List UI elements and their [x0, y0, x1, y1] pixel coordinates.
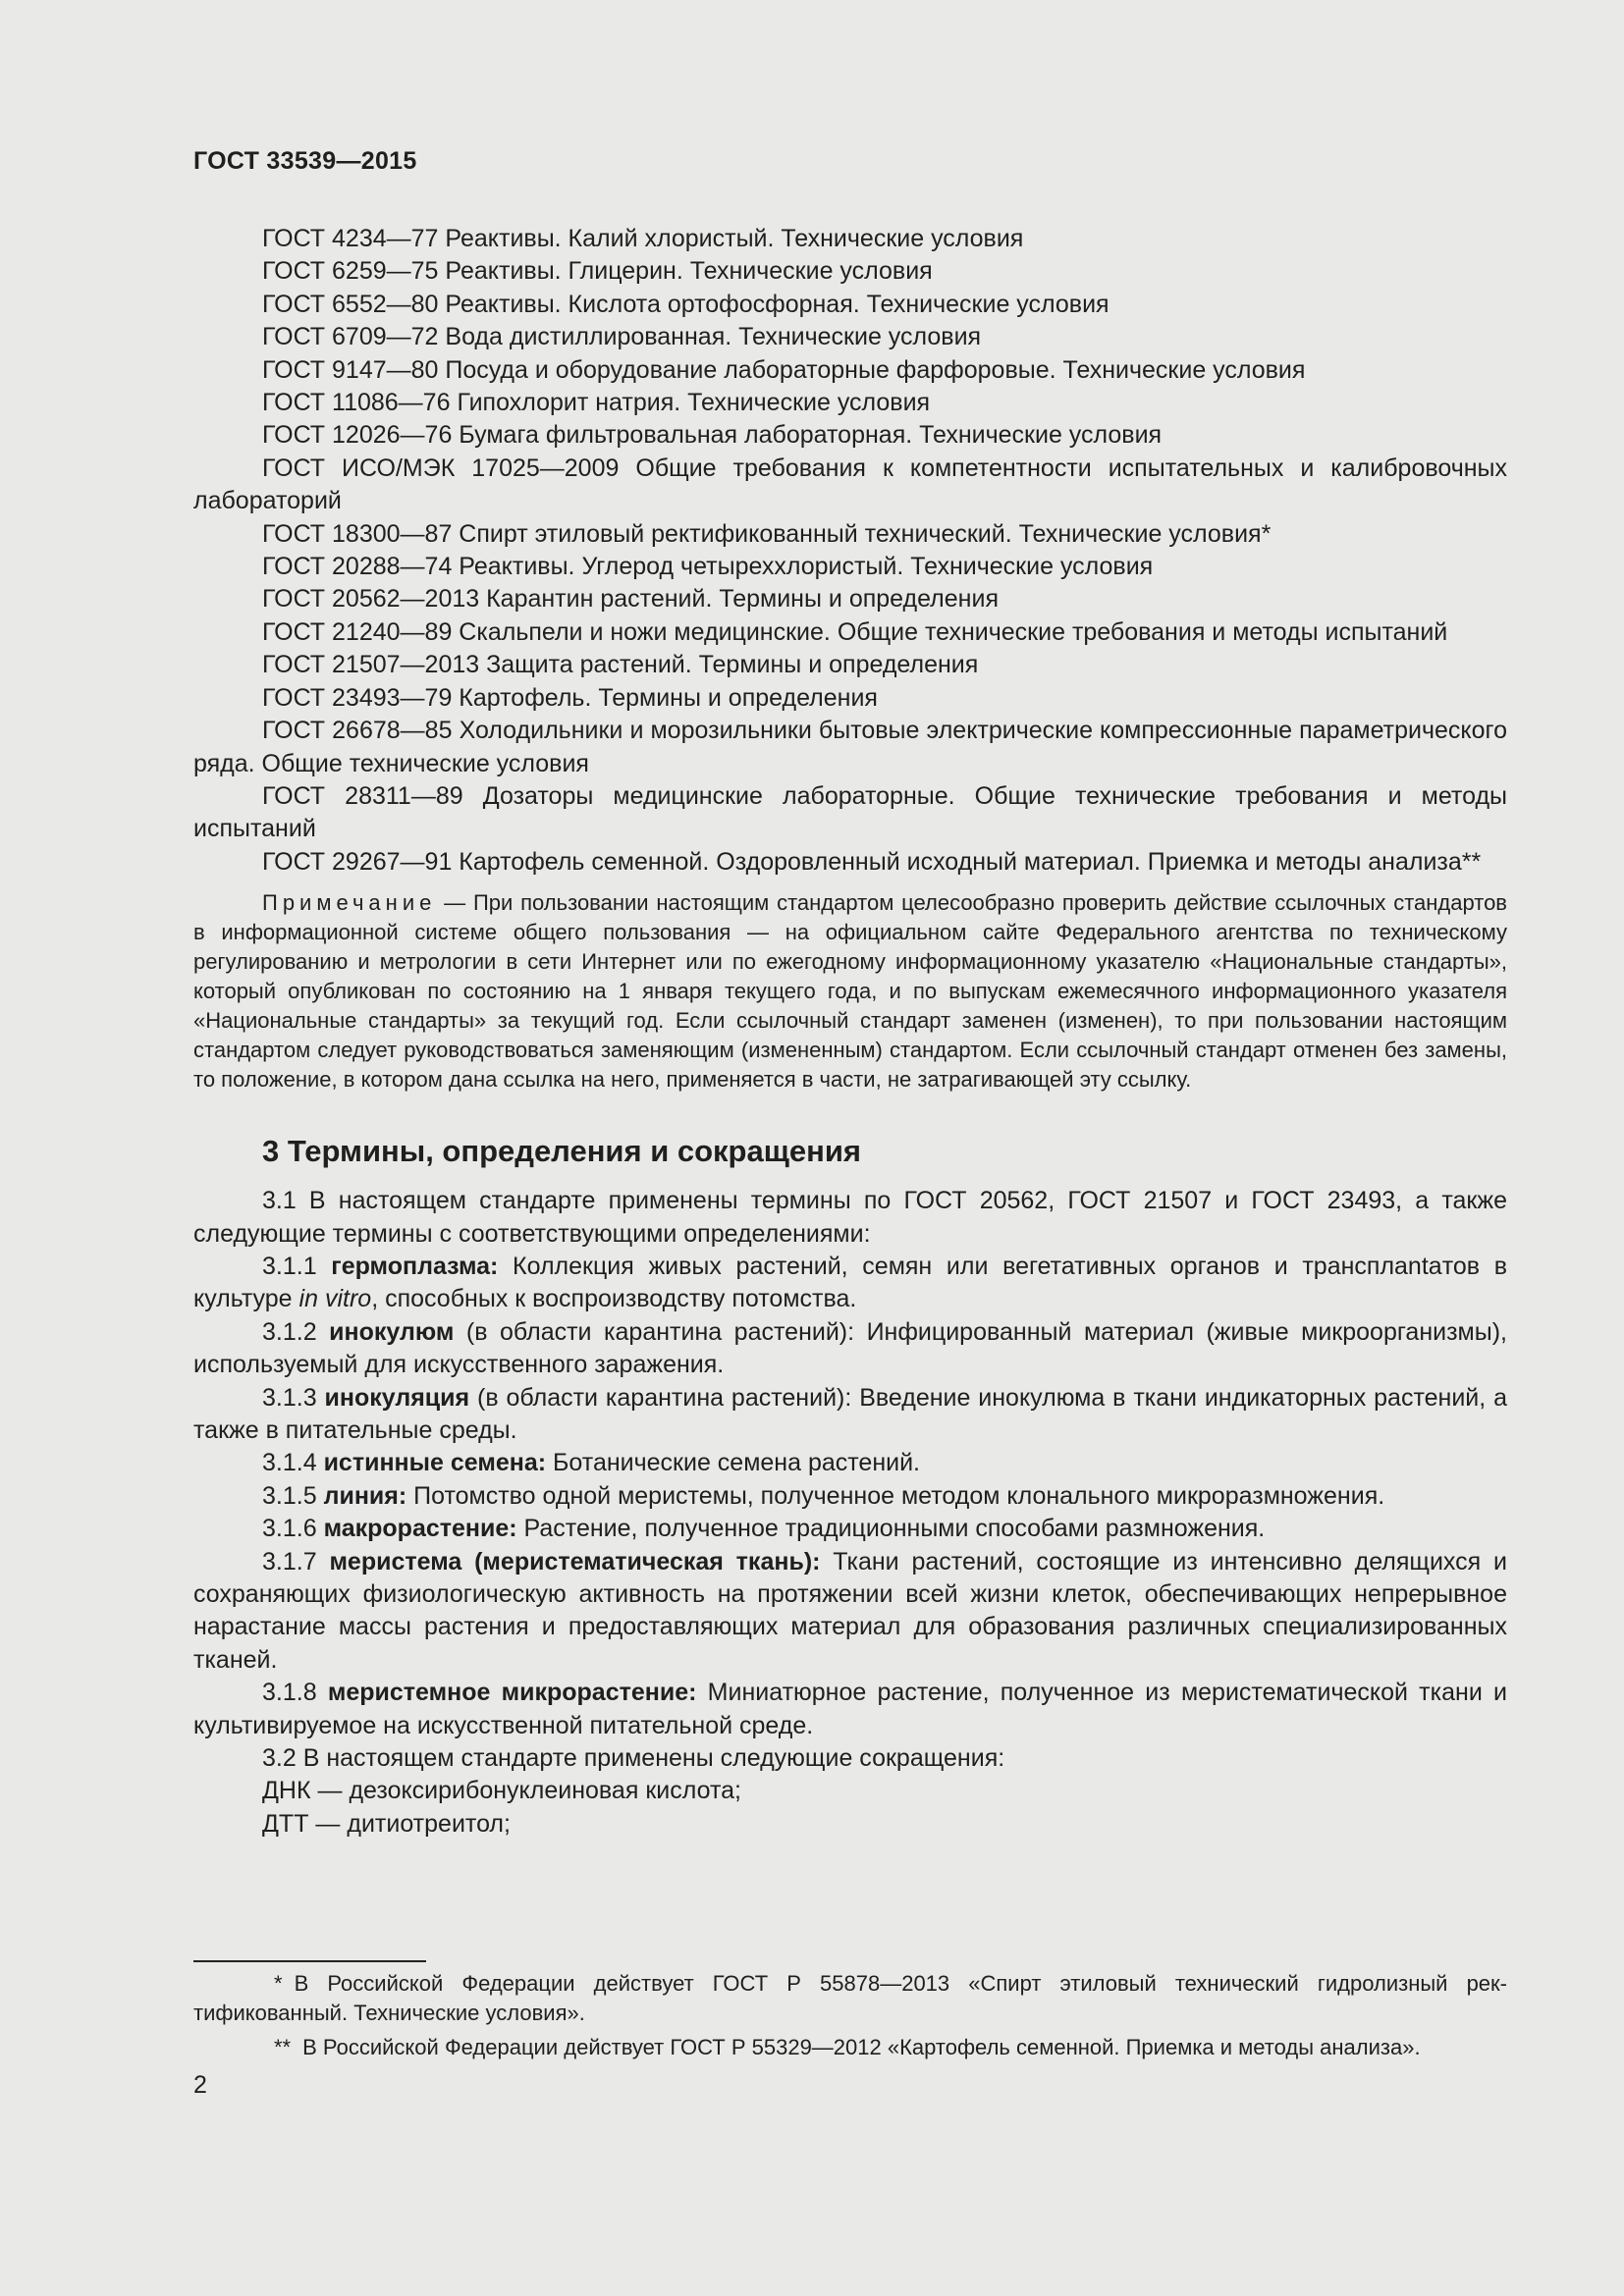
- reference-item: ГОСТ 28311—89 Дозаторы медицинские лабораторные. Общие технические требования и методы испытаний: [193, 781, 1507, 843]
- footnote-separator: [193, 1960, 426, 1962]
- term-name: линия:: [323, 1481, 407, 1510]
- footnote-mark: **: [274, 2035, 292, 2059]
- term-number: 3.1.8: [262, 1679, 328, 1707]
- term-definition: (в области карантина растений): Введение инокулюма в ткани индикаторных растений, а также в питательные среды.: [193, 1383, 1507, 1444]
- document-body: [193, 223, 1507, 1841]
- term-3-1-8: [193, 1677, 1507, 1742]
- term-number: 3.1.6: [262, 1515, 324, 1543]
- term-definition: , способных к воспроизводству потомства.: [371, 1285, 857, 1313]
- term-definition: Растение, полученное традиционными способами размножения.: [516, 1515, 1266, 1543]
- reference-item: ГОСТ 20562—2013 Карантин растений. Термины и определения: [262, 585, 999, 614]
- term-3-1-6: [193, 1513, 1507, 1545]
- term-number: 3.1.5: [262, 1481, 324, 1510]
- abbreviation-item: ДТТ — дитиотреитол;: [262, 1809, 511, 1838]
- reference-item: ГОСТ 6709—72 Вода дистиллированная. Технические условия: [262, 323, 982, 351]
- term-definition: (в области карантина растений): Инфицированный материал (живые микроорганизмы), используемый для искусственного заражения.: [193, 1317, 1507, 1379]
- references-list: [193, 223, 1507, 879]
- term-number: 3.1.3: [262, 1383, 325, 1412]
- term-number: 3.1.2: [262, 1317, 330, 1346]
- term-definition: Ботанические семена растений.: [546, 1449, 921, 1477]
- term-3-1-3: [193, 1382, 1507, 1448]
- footnote-item: [193, 2033, 1507, 2062]
- page-number: 2: [193, 2071, 207, 2099]
- footnote-text: В Российской Федерации действует ГОСТ Р 55878—2013 «Спирт этиловый технический гидролизный ректификованный. Технические условия».: [193, 1971, 1507, 2025]
- term-definition: Миниатюрное растение, полученное из меристематической ткани и культивируемое на искусственной питательной среде.: [193, 1679, 1507, 1739]
- term-name: истинные семена:: [323, 1449, 547, 1477]
- reference-item: ГОСТ 18300—87 Спирт этиловый ректификованный технический. Технические условия*: [262, 519, 1272, 548]
- reference-item: ГОСТ 23493—79 Картофель. Термины и определения: [262, 683, 878, 712]
- term-name: инокулюм: [329, 1317, 455, 1346]
- reference-item: ГОСТ 21507—2013 Защита растений. Термины и определения: [262, 651, 979, 679]
- footnotes: [193, 1969, 1507, 2067]
- document-header: ГОСТ 33539—2015: [193, 147, 417, 175]
- reference-item: ГОСТ 9147—80 Посуда и оборудование лабораторные фарфоровые. Технические условия: [262, 355, 1306, 384]
- term-number: 3.1.4: [262, 1449, 324, 1477]
- note-paragraph: [193, 888, 1507, 1095]
- term-3-1-4: [193, 1447, 1507, 1479]
- abbreviation-item: ДНК — дезоксирибонуклеиновая кислота;: [262, 1777, 741, 1805]
- reference-item: ГОСТ 29267—91 Картофель семенной. Оздоровленный исходный материал. Приемка и методы анализа**: [262, 847, 1482, 876]
- term-name: инокуляция: [324, 1383, 470, 1412]
- footnote-text: В Российской Федерации действует ГОСТ Р 55329—2012 «Картофель семенной. Приемка и методы анализа».: [302, 2035, 1421, 2059]
- term-name: макрорастение:: [323, 1515, 517, 1543]
- reference-item: ГОСТ 26678—85 Холодильники и морозильники бытовые электрические компрессионные параметрического ряда. Общие технические условия: [193, 717, 1507, 777]
- note-label: Примечание: [262, 890, 437, 916]
- reference-item: ГОСТ ИСО/МЭК 17025—2009 Общие требования к компетентности испытательных и калибровочных лабораторий: [193, 454, 1507, 515]
- reference-item: ГОСТ 21240—89 Скальпели и ножи медицинские. Общие технические требования и методы испытаний: [262, 617, 1448, 646]
- term-name: меристема (меристематическая ткань):: [329, 1547, 821, 1575]
- reference-item: ГОСТ 12026—76 Бумага фильтровальная лабораторная. Технические условия: [262, 421, 1163, 450]
- term-3-1-2: [193, 1316, 1507, 1382]
- term-definition: Ткани растений, состоящие из интенсивно делящихся и сохраняющих физиологическую активность на протяжении всей жизни клеток, обеспечивающих непрерывное нарастание массы растения и предоставляющих материал для образования различных специализированных тканей.: [193, 1547, 1507, 1674]
- note-text: — При пользовании настоящим стандартом целесообразно проверить действие ссылочных стандартов в информационной системе общего пользования — на официальном сайте Федерального агентства по техническому регулированию и метрологии в сети Интернет или по ежегодному информационному указателю «Национальные стандарты», который опубликован по состоянию на 1 января текущего года, и по выпускам ежемесячного информационного указателя «Национальные стандарты» за текущий год. Если ссылочный стандарт заменен (изменен), то при пользовании настоящим стандартом следует руководствоваться заменяющим (измененным) стандартом. Если ссылочный стандарт отменен без замены, то положение, в котором дана ссылка на него, применяется в части, не затрагивающей эту ссылку.: [193, 890, 1507, 1093]
- paragraph-3-2: 3.2 В настоящем стандарте применены следующие сокращения:: [262, 1744, 1005, 1773]
- term-definition: Коллекция живых растений, семян или вегетативных органов и трансплantaтов в культуре: [193, 1252, 1507, 1313]
- section-heading: 3 Термины, определения и сокращения: [262, 1134, 861, 1169]
- term-number: 3.1.7: [262, 1547, 330, 1575]
- reference-item: ГОСТ 6552—80 Реактивы. Кислота ортофосфорная. Технические условия: [262, 290, 1110, 318]
- footnote-mark: *: [274, 1971, 283, 1996]
- term-number: 3.1.1: [262, 1252, 332, 1280]
- reference-item: ГОСТ 20288—74 Реактивы. Углерод четыреххлористый. Технические условия: [262, 553, 1154, 581]
- reference-item: ГОСТ 11086—76 Гипохлорит натрия. Технические условия: [262, 389, 931, 417]
- paragraph-3-1: 3.1 В настоящем стандарте применены термины по ГОСТ 20562, ГОСТ 21507 и ГОСТ 23493, а также следующие термины с соответствующими определениями:: [193, 1187, 1507, 1248]
- term-name: гермоплазма:: [331, 1252, 499, 1280]
- term-3-1-7: [193, 1546, 1507, 1678]
- reference-item: ГОСТ 6259—75 Реактивы. Глицерин. Технические условия: [262, 257, 933, 286]
- footnote-item: [193, 1969, 1507, 2028]
- term-3-1-5: [193, 1480, 1507, 1513]
- term-3-1-1: [193, 1251, 1507, 1316]
- term-italic: in vitro: [298, 1285, 372, 1313]
- reference-item: ГОСТ 4234—77 Реактивы. Калий хлористый. Технические условия: [262, 225, 1024, 252]
- term-definition: Потомство одной меристемы, полученное методом клонального микроразмножения.: [406, 1481, 1385, 1510]
- term-name: меристемное микрорастение:: [327, 1679, 697, 1707]
